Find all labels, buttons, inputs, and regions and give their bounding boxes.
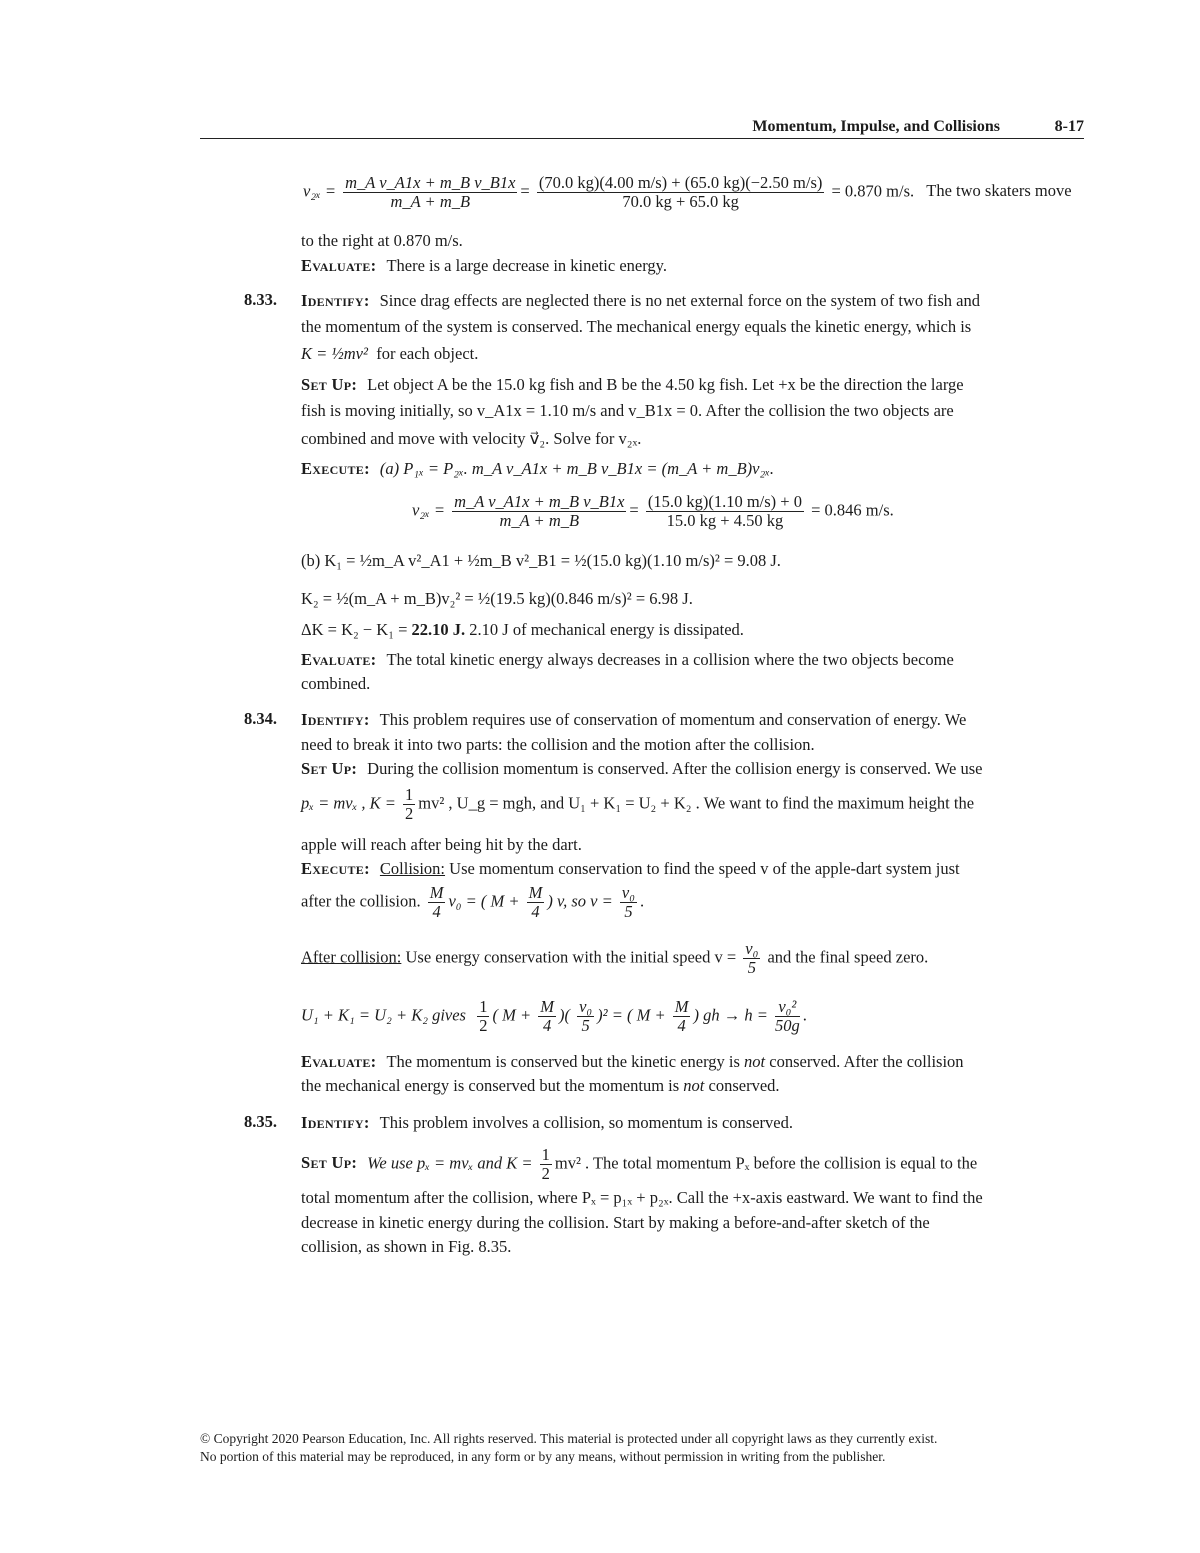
equation-833: v₂ₓ = $\frac{\text{m\_A v\_A1x + m\_B v\_B1x}}{m\_A + m\_B}$ = $\frac{(15.0 kg)(1.10 m/s) + 0}{15.0 kg + 4.50 kg}$ = 0.846 m/s. xyxy=(412,492,894,530)
problem-number: 8.33. xyxy=(244,290,277,309)
problem-number: 8.34. xyxy=(244,709,277,728)
text-line: K = ½mv² for each object. xyxy=(301,344,479,363)
page-header xyxy=(200,116,1084,139)
chapter-title: Momentum, Impulse, and Collisions xyxy=(752,118,1000,135)
setup-line: Set Up: We use pₓ = mvₓ and K = $\frac{1}{2}$ mv² . The total momentum Pₓ before the collision is equal to the xyxy=(301,1145,978,1183)
text-line: to the right at 0.870 m/s. xyxy=(301,231,463,250)
page-number: 8-17 xyxy=(1054,118,1084,135)
text-line: collision, as shown in Fig. 8.35. xyxy=(301,1237,512,1256)
text-line: the momentum of the system is conserved. The mechanical energy equals the kinetic energy, which is xyxy=(301,317,972,336)
execute-line: Execute: (a) P₁ₓ = P₂ₓ. m_A v_A1x + m_B v_B1x = (m_A + m_B)v₂ₓ. xyxy=(301,459,775,478)
copyright-line: © Copyright 2020 Pearson Education, Inc. All rights reserved. This material is protected under all copyright laws as they currently exist. xyxy=(200,1431,938,1446)
text-line: combined and move with velocity v⃗₂. Solve for v₂ₓ. xyxy=(301,429,642,448)
text-line: ΔK = K₂ − K₁ = 22.10 J. 2.10 J of mechanical energy is dissipated. xyxy=(301,620,744,639)
top-equation: v₂ₓ = $\frac{\text{m\_A v\_A1x + m\_B v\_B1x}}{m\_A + m\_B}$ = $\frac{(70.0 kg)(4.00 m/s) + (65.0 kg)(-2.50 m/s)}{70.0 kg + 65.0 kg}$ = 0.870 m/s. The two skaters move xyxy=(303,173,1072,211)
energy-equation: U₁ + K₁ = U₂ + K₂ gives $\frac{1}{2}$ ( M + $\frac{M}{4}$ )( $\frac{\text{v₀}}{5}$ )² = ( M + $\frac{M}{4}$ ) gh → h = $\frac{\text{v₀²}}{50g}$ . xyxy=(301,997,807,1035)
copyright-footer xyxy=(200,1430,1084,1466)
text-line: the mechanical energy is conserved but the momentum is not conserved. xyxy=(301,1076,780,1095)
text-line: After collision: Use energy conservation with the initial speed v = $\frac{\text{v₀}}{5}$ and the final speed zero. xyxy=(301,939,929,977)
text-line: fish is moving initially, so v_A1x = 1.10 m/s and v_B1x = 0. After the collision the two objects are xyxy=(301,401,954,420)
text-line: apple will reach after being hit by the dart. xyxy=(301,835,582,854)
text-line: pₓ = mvₓ , K = $\frac{1}{2}$ mv² , U_g = mgh, and U₁ + K₁ = U₂ + K₂ . We want to find the maximum height the xyxy=(301,785,975,823)
text-line: (b) K₁ = ½m_A v²_A1 + ½m_B v²_B1 = ½(15.0 kg)(1.10 m/s)² = 9.08 J. xyxy=(301,551,781,570)
identify-line: Identify: This problem involves a collision, so momentum is conserved. xyxy=(301,1113,793,1132)
copyright-line: No portion of this material may be reproduced, in any form or by any means, without permission in writing from the publisher. xyxy=(200,1449,886,1464)
text-line: total momentum after the collision, where Pₓ = p₁ₓ + p₂ₓ. Call the +x-axis eastward. We want to find the xyxy=(301,1188,983,1207)
problem-number: 8.35. xyxy=(244,1112,277,1131)
evaluate-line: Evaluate: There is a large decrease in kinetic energy. xyxy=(301,256,667,275)
value-fraction: $\frac{(70.0 kg)(4.00 m/s) + (65.0 kg)(-2.50 m/s)}{70.0 kg + 65.0 kg}$ xyxy=(538,173,823,211)
evaluate-line: Evaluate: The total kinetic energy always decreases in a collision where the two objects become xyxy=(301,650,954,669)
text-line: decrease in kinetic energy during the collision. Start by making a before-and-after sketch of the xyxy=(301,1213,930,1232)
text-line: after the collision. $\frac{M}{4}$ v₀ = ( M + $\frac{M}{4}$ ) v, so v = $\frac{\text{v₀}}{5}$ . xyxy=(301,883,645,921)
setup-line: Set Up: During the collision momentum is conserved. After the collision energy is conserved. We use xyxy=(301,759,983,778)
identify-line: Identify: This problem requires use of conservation of momentum and conservation of energy. We xyxy=(301,710,967,729)
text-line: need to break it into two parts: the collision and the motion after the collision. xyxy=(301,735,815,754)
evaluate-line: Evaluate: The momentum is conserved but the kinetic energy is not conserved. After the collision xyxy=(301,1052,964,1071)
text-line: combined. xyxy=(301,674,371,693)
identify-line: Identify: Since drag effects are neglected there is no net external force on the system of two fish and xyxy=(301,291,980,310)
sym-fraction: $\frac{\text{m\_A v\_A1x + m\_B v\_B1x}}{m\_A + m\_B}$ xyxy=(345,173,516,211)
execute-line: Execute: Collision: Use momentum conservation to find the speed v of the apple-dart system just xyxy=(301,859,960,878)
setup-line: Set Up: Let object A be the 15.0 kg fish and B be the 4.50 kg fish. Let +x be the direction the large xyxy=(301,375,964,394)
text-line: K₂ = ½(m_A + m_B)v₂² = ½(19.5 kg)(0.846 m/s)² = 6.98 J. xyxy=(301,589,693,608)
